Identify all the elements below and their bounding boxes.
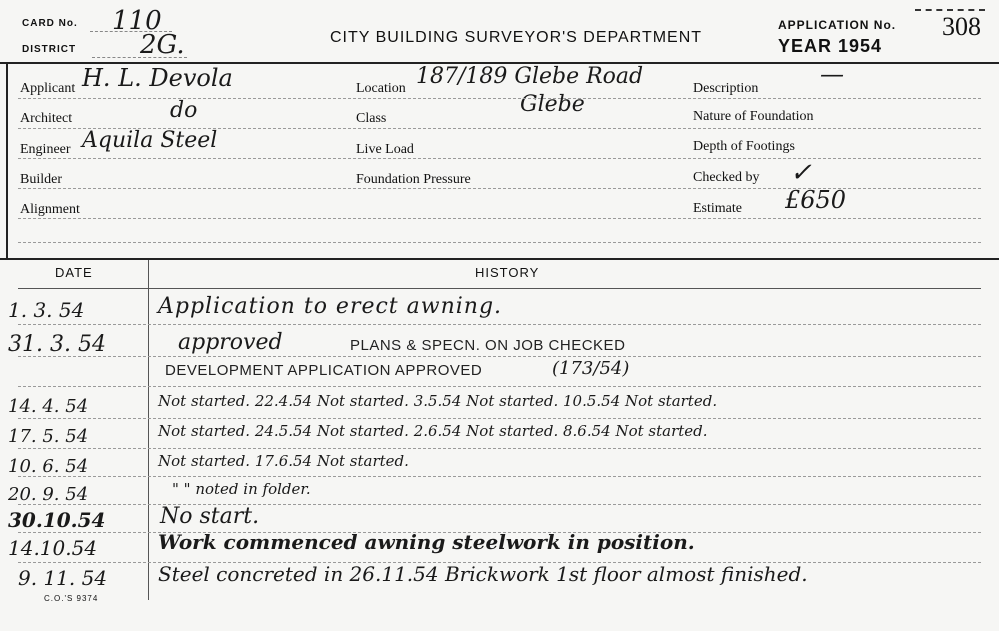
location-label: Location <box>356 81 406 96</box>
field-line <box>18 158 981 159</box>
history-entry: Application to erect awning. <box>158 294 503 319</box>
history-entry: Not started. 17.6.54 Not started. <box>158 452 409 470</box>
engineer-value: Aquila Steel <box>82 128 218 153</box>
development-approved-stamp: DEVELOPMENT APPLICATION APPROVED <box>165 362 483 379</box>
alignment-label: Alignment <box>20 202 80 217</box>
district-value: 2G. <box>140 30 185 60</box>
history-date: 10. 6. 54 <box>8 456 89 477</box>
history-date: 17. 5. 54 <box>8 426 89 447</box>
date-header: DATE <box>55 265 93 280</box>
district-underline <box>92 57 187 58</box>
application-no-label: APPLICATION No. <box>778 18 897 32</box>
history-entry: Work commenced awning steelwork in position. <box>158 530 695 554</box>
history-entry: " " noted in folder. <box>172 480 311 498</box>
history-entry: approved <box>178 330 283 355</box>
card-no-value: 110 <box>112 6 162 36</box>
depth-of-footings-label: Depth of Footings <box>693 139 795 154</box>
foundation-pressure-label: Foundation Pressure <box>356 172 471 187</box>
description-value: — <box>820 60 844 88</box>
field-line <box>18 242 981 243</box>
history-header-divider <box>18 288 981 289</box>
history-line <box>18 324 981 325</box>
history-date: 31. 3. 54 <box>8 332 106 357</box>
history-date: 9. 11. 54 <box>18 566 108 590</box>
history-date: 20. 9. 54 <box>8 484 89 505</box>
field-line <box>18 188 981 189</box>
history-entry: (173/54) <box>552 358 630 379</box>
plans-checked-stamp: PLANS & SPECN. ON JOB CHECKED <box>350 337 626 354</box>
history-date: 30.10.54 <box>8 508 106 532</box>
history-entry: Steel concreted in 26.11.54 Brickwork 1st floor almost finished. <box>158 562 808 586</box>
history-line <box>18 356 981 357</box>
estimate-value: £650 <box>785 186 847 214</box>
history-top-divider <box>0 258 999 260</box>
date-column-divider <box>148 260 149 600</box>
history-line <box>18 418 981 419</box>
nature-of-foundation-label: Nature of Foundation <box>693 109 814 124</box>
live-load-label: Live Load <box>356 142 414 157</box>
history-header: HISTORY <box>475 265 540 280</box>
architect-value: do <box>170 98 198 123</box>
applicant-value: H. L. Devola <box>82 64 233 92</box>
form-code: C.O.'S 9374 <box>44 594 99 603</box>
history-line <box>18 386 981 387</box>
application-no-value: 308 <box>942 12 981 41</box>
class-value: Glebe <box>520 92 585 117</box>
architect-label: Architect <box>20 111 73 126</box>
history-date: 14.10.54 <box>8 536 98 560</box>
year-label: YEAR 1954 <box>778 36 883 56</box>
card-no-label: CARD No. <box>22 18 78 29</box>
field-line <box>18 218 981 219</box>
left-border <box>6 64 8 260</box>
field-line <box>18 128 981 129</box>
history-line <box>18 448 981 449</box>
district-label: DISTRICT <box>22 44 77 55</box>
applicant-label: Applicant <box>20 81 76 96</box>
class-label: Class <box>356 111 387 126</box>
location-value: 187/189 Glebe Road <box>416 64 644 89</box>
engineer-label: Engineer <box>20 142 71 157</box>
history-entry: Not started. 22.4.54 Not started. 3.5.54 Not started. 10.5.54 Not started. <box>158 392 718 410</box>
history-date: 1. 3. 54 <box>8 298 85 322</box>
description-label: Description <box>693 81 759 96</box>
checked-by-label: Checked by <box>693 170 760 185</box>
history-line <box>18 476 981 477</box>
builder-label: Builder <box>20 172 62 187</box>
estimate-label: Estimate <box>693 201 742 216</box>
department-title: CITY BUILDING SURVEYOR'S DEPARTMENT <box>330 29 703 46</box>
checked-by-value: ✓ <box>790 158 812 188</box>
history-date: 14. 4. 54 <box>8 396 89 417</box>
history-entry: No start. <box>160 504 260 529</box>
field-line <box>18 98 981 99</box>
history-entry: Not started. 24.5.54 Not started. 2.6.54 Not started. 8.6.54 Not started. <box>158 422 708 440</box>
application-no-dashes <box>915 9 985 11</box>
